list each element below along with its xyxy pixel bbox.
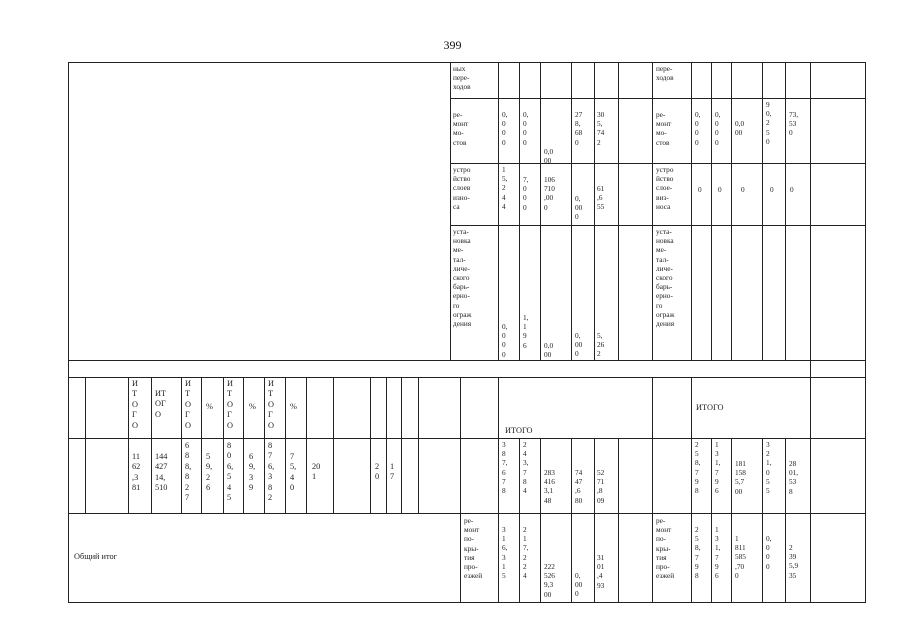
column-header: И Т О Г О xyxy=(185,379,191,430)
table-cell: 0,0 00 xyxy=(544,341,554,360)
table-cell: пере- ходов xyxy=(656,64,674,83)
table-rule xyxy=(401,377,402,513)
total-label: ИТОГО xyxy=(505,426,533,435)
table-rule xyxy=(68,62,866,63)
table-rule xyxy=(285,377,286,513)
table-cell: 1 811 585 ,70 0 xyxy=(735,534,746,580)
table-cell: 2 1 7, 2 2 4 xyxy=(523,525,529,581)
table-cell: 11 62 ,3 81 xyxy=(132,452,141,493)
table-rule xyxy=(128,377,129,513)
table-cell: 283 416 3,1 48 xyxy=(544,468,555,505)
table-cell: 27 8, 68 0 xyxy=(575,110,583,147)
table-cell: ных пере- ходов xyxy=(453,64,471,92)
row-label: устро йство слоев изно- са xyxy=(453,165,471,211)
table-cell: 1, 1 9 6 xyxy=(523,313,529,350)
table-cell: 222 526 9,3 00 xyxy=(544,562,555,599)
table-rule xyxy=(450,225,866,226)
table-rule xyxy=(691,377,692,603)
table-rule xyxy=(865,62,866,603)
row-label: ре- монт мо- стов xyxy=(453,110,469,147)
table-rule xyxy=(460,377,461,513)
table-rule xyxy=(540,62,541,360)
table-cell: 1 5, 2 4 4 xyxy=(502,165,508,211)
table-rule xyxy=(68,513,866,514)
row-label: уста- новка ме- тал- личе- ского барь- ерно- го ограж дения xyxy=(656,227,675,329)
table-cell: 0, 00 0 xyxy=(575,194,583,222)
table-cell: 73, 53 0 xyxy=(789,110,799,138)
table-rule xyxy=(498,377,499,603)
column-header: % xyxy=(249,402,256,411)
table-rule xyxy=(594,62,595,360)
table-cell: 6 8 8, 8 2 7 xyxy=(185,441,192,503)
table-cell: 2 5 8, 7 9 8 xyxy=(695,440,701,496)
table-rule xyxy=(68,360,866,361)
table-rule xyxy=(370,377,371,513)
table-rule xyxy=(618,438,619,603)
table-rule xyxy=(762,62,763,360)
table-cell: 0, 0 0 0 xyxy=(715,110,721,147)
table-cell: 1 3 1, 7 9 6 xyxy=(715,440,721,496)
table-cell: 0 xyxy=(790,185,794,194)
table-rule xyxy=(333,377,334,513)
table-rule xyxy=(418,377,419,513)
table-rule xyxy=(68,602,866,603)
table-cell: 28 01, 53 8 xyxy=(789,459,799,496)
total-label: ИТОГО xyxy=(696,403,724,412)
table-rule xyxy=(519,438,520,603)
table-rule xyxy=(306,377,307,513)
table-rule xyxy=(571,438,572,603)
table-cell: 0 xyxy=(718,185,722,194)
grand-total-label: Общий итог xyxy=(74,552,118,561)
table-cell: 8 0 6, 5 4 5 xyxy=(227,441,234,503)
table-cell: 7 5, 4 0 xyxy=(290,452,297,493)
table-cell: 3 8 7, 6 7 8 xyxy=(502,440,508,496)
table-rule xyxy=(264,377,265,513)
table-rule xyxy=(785,62,786,360)
table-rule xyxy=(460,513,461,603)
table-rule xyxy=(762,438,763,603)
row-label: ре- монт по- кры- тия про- езжей xyxy=(464,516,483,581)
table-rule xyxy=(243,377,244,513)
table-rule xyxy=(450,163,866,164)
table-cell: 0, 0 0 0 xyxy=(766,534,772,571)
column-header: И Т О Г О xyxy=(268,379,274,430)
table-cell: 52 71 ,8 09 xyxy=(597,468,605,505)
row-label: устро йство слое- виз- носа xyxy=(656,165,674,211)
table-cell: 31 01 ,4 93 xyxy=(597,553,605,590)
table-cell: 1 7 xyxy=(390,462,395,482)
table-rule xyxy=(810,62,811,603)
column-header: И Т О Г О xyxy=(227,379,233,430)
column-header: % xyxy=(290,402,297,411)
table-cell: 1 3 1, 7 9 6 xyxy=(715,525,721,581)
column-header: И Т О Г О xyxy=(132,379,138,430)
table-cell: 5, 26 2 xyxy=(597,331,605,359)
table-rule xyxy=(652,377,653,603)
table-rule xyxy=(731,62,732,360)
table-rule xyxy=(450,98,866,99)
table-cell: 0, 0 0 0 xyxy=(523,110,529,147)
table-rule xyxy=(498,62,499,360)
table-rule xyxy=(386,377,387,513)
table-cell: 106 710 ,00 0 xyxy=(544,175,555,212)
table-rule xyxy=(68,377,866,378)
table-cell: 20 1 xyxy=(312,462,321,482)
table-rule xyxy=(151,377,152,513)
table-rule xyxy=(519,62,520,360)
table-cell: 30 5, 74 2 xyxy=(597,110,605,147)
table-rule xyxy=(594,438,595,603)
table-cell: 8 7 6, 3 8 2 xyxy=(268,441,275,503)
table-cell: 0, 0 0 0 xyxy=(695,110,701,147)
table-rule xyxy=(223,377,224,513)
table-cell: 181 158 5,7 00 xyxy=(735,459,746,496)
table-rule xyxy=(711,438,712,603)
column-header: % xyxy=(206,402,213,411)
table-cell: 5 9, 2 6 xyxy=(206,452,213,493)
table-cell: 3 2 1, 0 5 5 xyxy=(766,440,772,496)
table-rule xyxy=(68,62,69,603)
table-cell: 0, 00 0 xyxy=(575,331,583,359)
table-cell: 144 427 14, 510 xyxy=(155,452,168,493)
table-cell: 0,0 00 xyxy=(544,147,554,166)
table-cell: 2 4 3, 7 8 4 xyxy=(523,440,529,496)
table-rule xyxy=(691,62,692,360)
table-cell: 2 5 8, 7 9 8 xyxy=(695,525,701,581)
table-rule xyxy=(540,438,541,603)
table-rule xyxy=(181,377,182,513)
table-rule xyxy=(785,438,786,603)
table-rule xyxy=(618,62,619,360)
table-cell: 61 ,6 55 xyxy=(597,184,605,212)
table-cell: 74 47 ,6 80 xyxy=(575,468,583,505)
table-rule xyxy=(201,377,202,513)
table-cell: 0, 00 0 xyxy=(575,571,583,599)
table-rule xyxy=(68,438,866,439)
table-rule xyxy=(450,62,451,360)
table-cell: 6 9, 3 9 xyxy=(249,452,256,493)
row-label: ре- монт по- кры- тия про- езжей xyxy=(656,516,675,581)
table-cell: 0,0 00 xyxy=(735,119,745,138)
table-rule xyxy=(731,438,732,603)
table-rule xyxy=(652,62,653,360)
row-label: ре- монт мо- стов xyxy=(656,110,672,147)
table-cell: 0 xyxy=(741,185,745,194)
table-cell: 7, 0 0 0 xyxy=(523,175,529,212)
table-cell: 0, 0 0 0 xyxy=(502,322,508,359)
page-number: 399 xyxy=(443,38,462,52)
table-cell: 2 39 5,9 35 xyxy=(789,543,799,580)
table-rule xyxy=(85,377,86,513)
table-cell: 0, 0 0 0 xyxy=(502,110,508,147)
column-header: ИТ ОГ О xyxy=(155,389,167,419)
table-rule xyxy=(711,62,712,360)
table-cell: 3 1 6, 3 1 5 xyxy=(502,525,508,581)
table-rule xyxy=(571,62,572,360)
table-cell: 0 xyxy=(770,185,774,194)
table-cell: 2 0 xyxy=(375,462,380,482)
table-cell: 9 0, 2 5 0 xyxy=(766,100,772,146)
table-cell: 0 xyxy=(698,185,702,194)
data-table xyxy=(68,62,866,603)
row-label: уста- новка ме- тал- личе- ского барь- ерно- го ограж дения xyxy=(453,227,472,329)
